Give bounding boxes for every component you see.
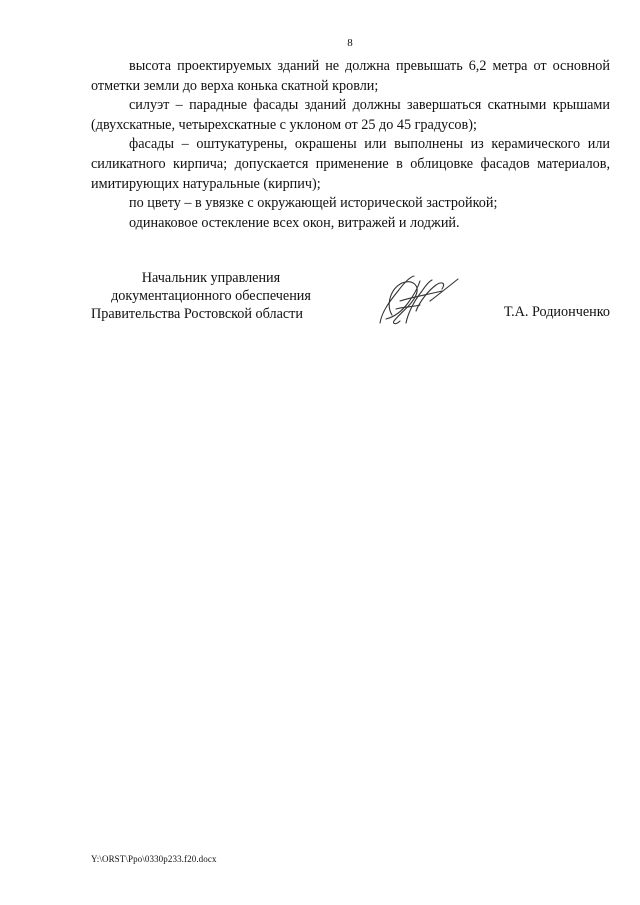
body-text [91,57,610,233]
signature-position [91,269,331,323]
position-line-1: Начальник управления [141,270,281,286]
paragraph-glazing: одинаковое остекление всех окон, витражей и лоджий. [129,214,460,231]
signer-name: Т.А. Родионченко [503,304,610,320]
footer-file-path: Y:\ORST\Ppo\0330p233.f20.docx [91,854,217,864]
page-number: 8 [347,37,353,49]
paragraph-height: высота проектируемых зданий не должна превышать 6,2 метра от основной отметки земли до верха конька скатной кровли; [91,58,610,94]
handwritten-signature [372,271,462,329]
position-line-3: Правительства Ростовской области [91,306,303,322]
paragraph-silhouette: силуэт – парадные фасады зданий должны завершаться скатными крышами (двухскатные, четырехскатные с уклоном от 25 до 45 градусов); [91,97,610,133]
paragraph-facades: фасады – оштукатурены, окрашены или выполнены из керамического или силикатного кирпича; допускается применение в облицовке фасадов материалов, имитирующих натуральные (кирпич); [91,136,610,192]
paragraph-color: по цвету – в увязке с окружающей исторической застройкой; [129,195,498,212]
position-line-2: документационного обеспечения [111,288,311,304]
